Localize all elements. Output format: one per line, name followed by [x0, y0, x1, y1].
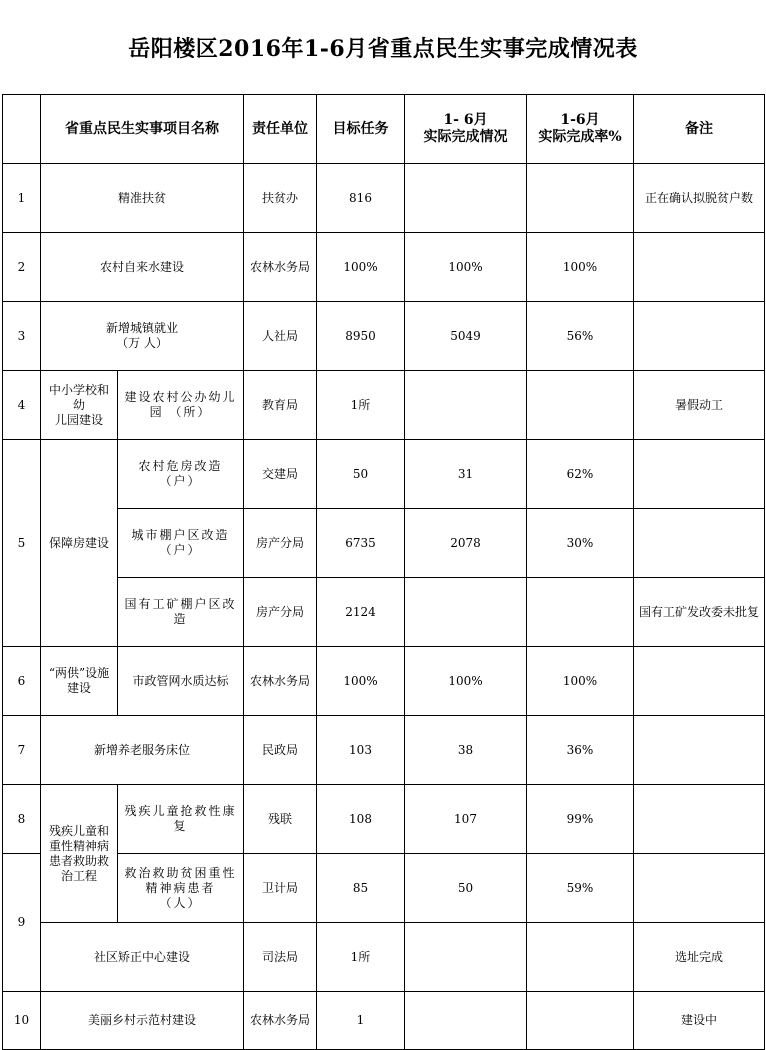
document-title: 岳阳楼区2016年1-6月省重点民生实事完成情况表 — [128, 35, 638, 62]
row-number: 5 — [3, 440, 41, 647]
header-row — [3, 95, 765, 164]
actual-value: 107 — [405, 785, 527, 854]
note-value — [634, 785, 765, 854]
note-value — [634, 716, 765, 785]
project-name: 农村自来水建设 — [41, 233, 244, 302]
project-item — [118, 578, 244, 647]
header-project: 省重点民生实事项目名称 — [41, 95, 244, 164]
note-value: 暑假动工 — [634, 371, 765, 440]
row-number: 7 — [3, 716, 41, 785]
note-value — [634, 233, 765, 302]
row-number: 1 — [3, 164, 41, 233]
target-value: 1 — [317, 992, 405, 1050]
row-number: 2 — [3, 233, 41, 302]
table-row — [3, 785, 765, 854]
project-item — [118, 854, 244, 923]
rate-value — [527, 923, 634, 992]
item-line1: 城市棚户区改造 — [131, 528, 230, 542]
table-row — [3, 923, 765, 992]
header-rate — [527, 95, 634, 164]
header-no — [3, 95, 41, 164]
item-line1: 救治救助贫困重性 — [124, 865, 237, 880]
target-value: 100% — [317, 233, 405, 302]
responsible-unit: 人社局 — [244, 302, 317, 371]
actual-value: 31 — [405, 440, 527, 509]
rate-value: 30% — [527, 509, 634, 578]
rate-value — [527, 578, 634, 647]
note-value — [634, 302, 765, 371]
table-row — [3, 854, 765, 923]
note-value: 国有工矿发改委未批复 — [634, 578, 765, 647]
project-item — [118, 509, 244, 578]
rate-value — [527, 164, 634, 233]
target-value: 108 — [317, 785, 405, 854]
responsible-unit: 残联 — [244, 785, 317, 854]
header-rate-line1: 1-6月 — [560, 112, 600, 128]
category-line3: 患者救助救 — [48, 853, 109, 868]
table-row — [3, 371, 765, 440]
summary-table — [2, 94, 765, 1050]
item-line1: 残疾儿童抢救性康 — [124, 804, 237, 818]
header-actual-line1: 1- 6月 — [443, 112, 488, 128]
responsible-unit: 农林水务局 — [244, 992, 317, 1050]
project-item — [118, 785, 244, 854]
header-actual-line2: 实际完成情况 — [423, 129, 508, 145]
project-name-line1: 新增城镇就业 — [105, 321, 178, 335]
project-category — [41, 785, 118, 923]
responsible-unit: 民政局 — [244, 716, 317, 785]
row-number: 4 — [3, 371, 41, 440]
actual-value: 38 — [405, 716, 527, 785]
table-row — [3, 440, 765, 509]
target-value: 2124 — [317, 578, 405, 647]
rate-value: 99% — [527, 785, 634, 854]
item-line2: （户） — [159, 543, 202, 557]
actual-value — [405, 923, 527, 992]
project-category: 保障房建设 — [41, 440, 118, 647]
rate-value: 100% — [527, 233, 634, 302]
row-number: 8 — [3, 785, 41, 854]
table-row — [3, 716, 765, 785]
header-target: 目标任务 — [317, 95, 405, 164]
actual-value — [405, 578, 527, 647]
responsible-unit: 房产分局 — [244, 509, 317, 578]
target-value: 816 — [317, 164, 405, 233]
rate-value — [527, 371, 634, 440]
project-name — [41, 302, 244, 371]
actual-value: 5049 — [405, 302, 527, 371]
item-line2: 园 （所） — [149, 405, 212, 419]
category-line1: 中小学校和幼 — [48, 382, 109, 412]
responsible-unit: 农林水务局 — [244, 233, 317, 302]
target-value: 1所 — [317, 371, 405, 440]
rate-value: 56% — [527, 302, 634, 371]
table-row — [3, 992, 765, 1050]
header-note: 备注 — [634, 95, 765, 164]
target-value: 1所 — [317, 923, 405, 992]
actual-value — [405, 371, 527, 440]
actual-value: 50 — [405, 854, 527, 923]
note-value — [634, 647, 765, 716]
item-line2: （户） — [159, 474, 202, 488]
rate-value: 59% — [527, 854, 634, 923]
item-line2: 复 — [173, 819, 188, 833]
category-line2: 儿园建设 — [54, 412, 103, 427]
project-name: 社区矫正中心建设 — [41, 923, 244, 992]
project-name: 新增养老服务床位 — [41, 716, 244, 785]
item-line2: 造 — [173, 612, 188, 626]
table-row — [3, 302, 765, 371]
table-row — [3, 647, 765, 716]
project-category — [41, 647, 118, 716]
target-value: 50 — [317, 440, 405, 509]
project-name-line2: （万 人） — [116, 336, 168, 350]
note-value: 建设中 — [634, 992, 765, 1050]
item-line3: （人） — [159, 895, 202, 910]
target-value: 103 — [317, 716, 405, 785]
responsible-unit: 房产分局 — [244, 578, 317, 647]
project-category — [41, 371, 118, 440]
note-value — [634, 509, 765, 578]
responsible-unit: 农林水务局 — [244, 647, 317, 716]
target-value: 100% — [317, 647, 405, 716]
note-value: 正在确认拟脱贫户数 — [634, 164, 765, 233]
item-line1: 建设农村公办幼儿 — [124, 390, 237, 404]
category-line1: 残疾儿童和 — [48, 823, 109, 838]
note-value — [634, 440, 765, 509]
project-item — [118, 371, 244, 440]
actual-value — [405, 992, 527, 1050]
row-number: 10 — [3, 992, 41, 1050]
row-number: 3 — [3, 302, 41, 371]
project-name: 精准扶贫 — [41, 164, 244, 233]
row-number: 6 — [3, 647, 41, 716]
target-value: 6735 — [317, 509, 405, 578]
note-value — [634, 854, 765, 923]
category-line2: 建设 — [66, 681, 91, 695]
table-row — [3, 233, 765, 302]
actual-value — [405, 164, 527, 233]
table-row — [3, 509, 765, 578]
project-name: 美丽乡村示范村建设 — [41, 992, 244, 1050]
item-line1: 农村危房改造 — [138, 459, 223, 473]
category-line4: 治工程 — [60, 868, 97, 883]
category-line1: “两供”设施 — [48, 666, 110, 680]
row-number: 9 — [3, 854, 41, 992]
target-value: 85 — [317, 854, 405, 923]
rate-value: 62% — [527, 440, 634, 509]
actual-value: 100% — [405, 233, 527, 302]
rate-value: 36% — [527, 716, 634, 785]
item-line1: 国有工矿棚户区改 — [124, 597, 237, 611]
project-item — [118, 440, 244, 509]
responsible-unit: 卫计局 — [244, 854, 317, 923]
note-value: 选址完成 — [634, 923, 765, 992]
actual-value: 2078 — [405, 509, 527, 578]
actual-value: 100% — [405, 647, 527, 716]
item-line2: 精神病患者 — [145, 880, 216, 895]
responsible-unit: 扶贫办 — [244, 164, 317, 233]
responsible-unit: 交建局 — [244, 440, 317, 509]
project-item: 市政管网水质达标 — [118, 647, 244, 716]
rate-value: 100% — [527, 647, 634, 716]
category-line2: 重性精神病 — [48, 838, 109, 853]
target-value: 8950 — [317, 302, 405, 371]
header-rate-line2: 实际完成率% — [538, 129, 622, 145]
rate-value — [527, 992, 634, 1050]
responsible-unit: 司法局 — [244, 923, 317, 992]
header-unit: 责任单位 — [244, 95, 317, 164]
table-row — [3, 578, 765, 647]
responsible-unit: 教育局 — [244, 371, 317, 440]
table-row — [3, 164, 765, 233]
header-actual — [405, 95, 527, 164]
